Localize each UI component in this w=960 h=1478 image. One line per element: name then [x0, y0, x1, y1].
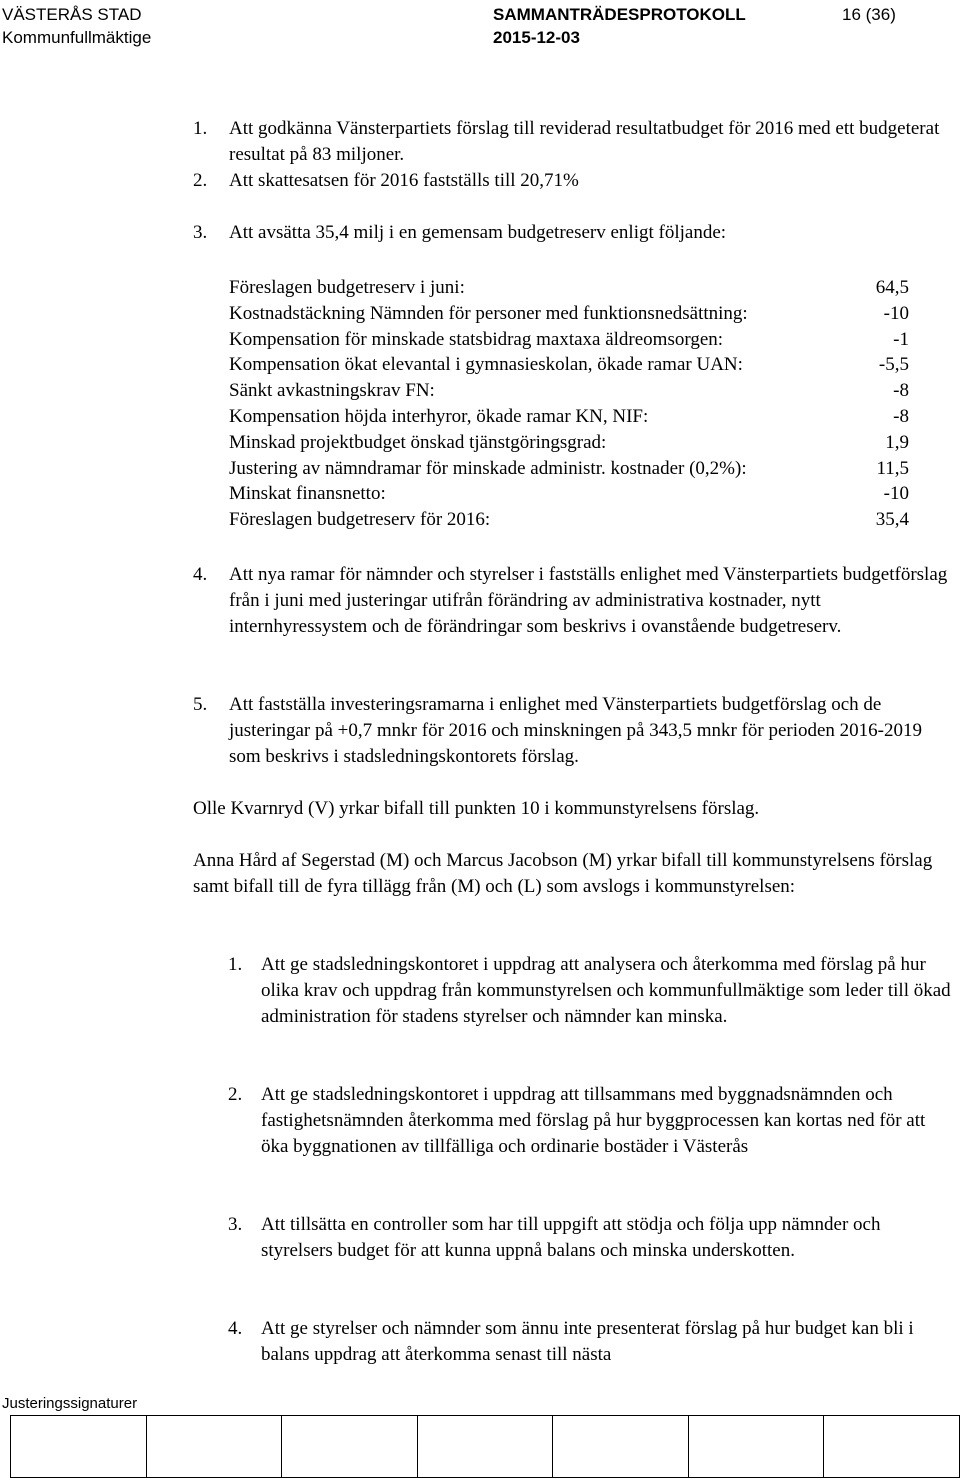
reserve-value: -10 [883, 483, 909, 505]
sub-list-item [228, 1316, 953, 1368]
reserve-label: Kostnadstäckning Nämnden för personer med funktionsnedsättning: [229, 302, 748, 324]
reserve-label: Kompensation ökat elevantal i gymnasieskolan, ökade ramar UAN: [229, 354, 743, 376]
reserve-label: Minskad projektbudget önskad tjänstgöringsgrad: [229, 431, 607, 453]
item-text: Att ge stadsledningskontoret i uppdrag att tillsammans med byggnadsnämnden och fastighetsnämnden återkomma med förslag på hur byggprocessen kan kortas ned för att öka byggnationen av tillfälliga och ordinarie bostäder i Västerås [261, 1084, 926, 1157]
signature-boxes [10, 1415, 960, 1478]
item-text: Att tillsätta en controller som har till uppgift att stödja och följa upp nämnder och styrelsers budget för att kunna uppnå balans och minska underskotten. [261, 1214, 881, 1261]
reserve-label: Föreslagen budgetreserv för 2016: [229, 509, 491, 531]
reserve-row [229, 430, 909, 456]
item-number: 4. [228, 1318, 243, 1339]
reserve-row [229, 456, 909, 482]
item-text: Att avsätta 35,4 milj i en gemensam budgetreserv enligt följande: [229, 222, 727, 243]
signature-box[interactable] [146, 1416, 282, 1478]
list-item [193, 168, 953, 194]
body-name: Kommunfullmäktige [2, 28, 152, 47]
item-text: Att nya ramar för nämnder och styrelser i fastställs enlighet med Vänsterpartiets budgetförslag från i juni med justeringar utifrån förändring av administrativa kostnader, nytt internhyressystem och de förändringar som beskrivs i ovanstående budgetreserv. [229, 564, 948, 637]
item-number: 2. [228, 1084, 243, 1105]
signature-box[interactable] [824, 1416, 960, 1478]
reserve-row [229, 327, 909, 353]
header-right [842, 3, 896, 26]
item-number: 1. [193, 118, 208, 139]
reserve-value: -10 [883, 302, 909, 324]
signature-box[interactable] [282, 1416, 418, 1478]
item-number: 5. [193, 694, 208, 715]
item-text: Att godkänna Vänsterpartiets förslag till reviderad resultatbudget för 2016 med ett budgeterat resultat på 83 miljoner. [229, 118, 940, 165]
budget-reserve-table [229, 275, 909, 533]
item-text: Att skattesatsen för 2016 fastställs till 20,71% [229, 170, 579, 191]
signature-box[interactable] [688, 1416, 824, 1478]
signature-box[interactable] [417, 1416, 553, 1478]
reserve-value: -8 [893, 405, 909, 427]
sub-list-item [228, 952, 953, 1030]
reserve-value: 35,4 [875, 509, 909, 531]
reserve-label: Minskat finansnetto: [229, 483, 386, 505]
item-number: 2. [193, 170, 208, 191]
reserve-row [229, 275, 909, 301]
item-number: 1. [228, 954, 243, 975]
reserve-value: 11,5 [876, 457, 909, 479]
page-number: 16 (36) [842, 5, 896, 24]
list-item [193, 692, 953, 770]
reserve-row [229, 378, 909, 404]
reserve-row [229, 352, 909, 378]
list-item [193, 562, 953, 640]
paragraph: Anna Hård af Segerstad (M) och Marcus Jacobson (M) yrkar bifall till kommunstyrelsens förslag samt bifall till de fyra tillägg från (M) och (L) som avslogs i kommunstyrelsen: [193, 850, 933, 897]
reserve-label: Sänkt avkastningskrav FN: [229, 380, 435, 402]
paragraph: Olle Kvarnryd (V) yrkar bifall till punkten 10 i kommunstyrelsens förslag. [193, 798, 760, 819]
reserve-row [229, 404, 909, 430]
reserve-value: -8 [893, 380, 909, 402]
sub-list-item [228, 1212, 953, 1264]
item-text: Att fastställa investeringsramarna i enlighet med Vänsterpartiets budgetförslag och de justeringar på +0,7 mnkr för 2016 och minskningen på 343,5 mnkr för perioden 2016-2019 som beskrivs i stadsledningskontorets förslag. [229, 694, 922, 767]
item-number: 3. [193, 222, 208, 243]
reserve-row [229, 481, 909, 507]
reserve-label: Justering av nämndramar för minskade administr. kostnader (0,2%): [229, 457, 747, 479]
item-text: Att ge stadsledningskontoret i uppdrag att analysera och återkomma med förslag på hur olika krav och uppdrag från kommunstyrelsen och kommunfullmäktige som leder till ökad administration för stadens styrelser och nämnder kan minska. [261, 954, 951, 1027]
list-item [193, 116, 953, 168]
reserve-value: 64,5 [875, 277, 909, 298]
reserve-label: Kompensation höjda interhyror, ökade ramar KN, NIF: [229, 405, 649, 427]
header-left [2, 3, 151, 49]
reserve-value: 1,9 [885, 431, 909, 453]
sub-list-item [228, 1082, 953, 1160]
reserve-value: -1 [893, 328, 909, 350]
signature-box[interactable] [553, 1416, 689, 1478]
reserve-row [229, 301, 909, 327]
doc-date: 2015-12-03 [493, 28, 580, 47]
signature-label: Justeringssignaturer [2, 1395, 138, 1412]
doc-type: SAMMANTRÄDESPROTOKOLL [493, 5, 746, 24]
reserve-label: Föreslagen budgetreserv i juni: [229, 277, 465, 298]
item-number: 4. [193, 564, 208, 585]
reserve-value: -5,5 [878, 354, 909, 376]
org-name: VÄSTERÅS STAD [2, 5, 142, 24]
list-item [193, 220, 953, 246]
header-center [493, 3, 746, 49]
item-number: 3. [228, 1214, 243, 1235]
reserve-row [229, 507, 909, 533]
signature-box[interactable] [11, 1416, 147, 1478]
reserve-label: Kompensation för minskade statsbidrag maxtaxa äldreomsorgen: [229, 328, 724, 350]
item-text: Att ge styrelser och nämnder som ännu inte presenterat förslag på hur budget kan bli i balans uppdrag att återkomma senast till nästa [261, 1318, 914, 1365]
